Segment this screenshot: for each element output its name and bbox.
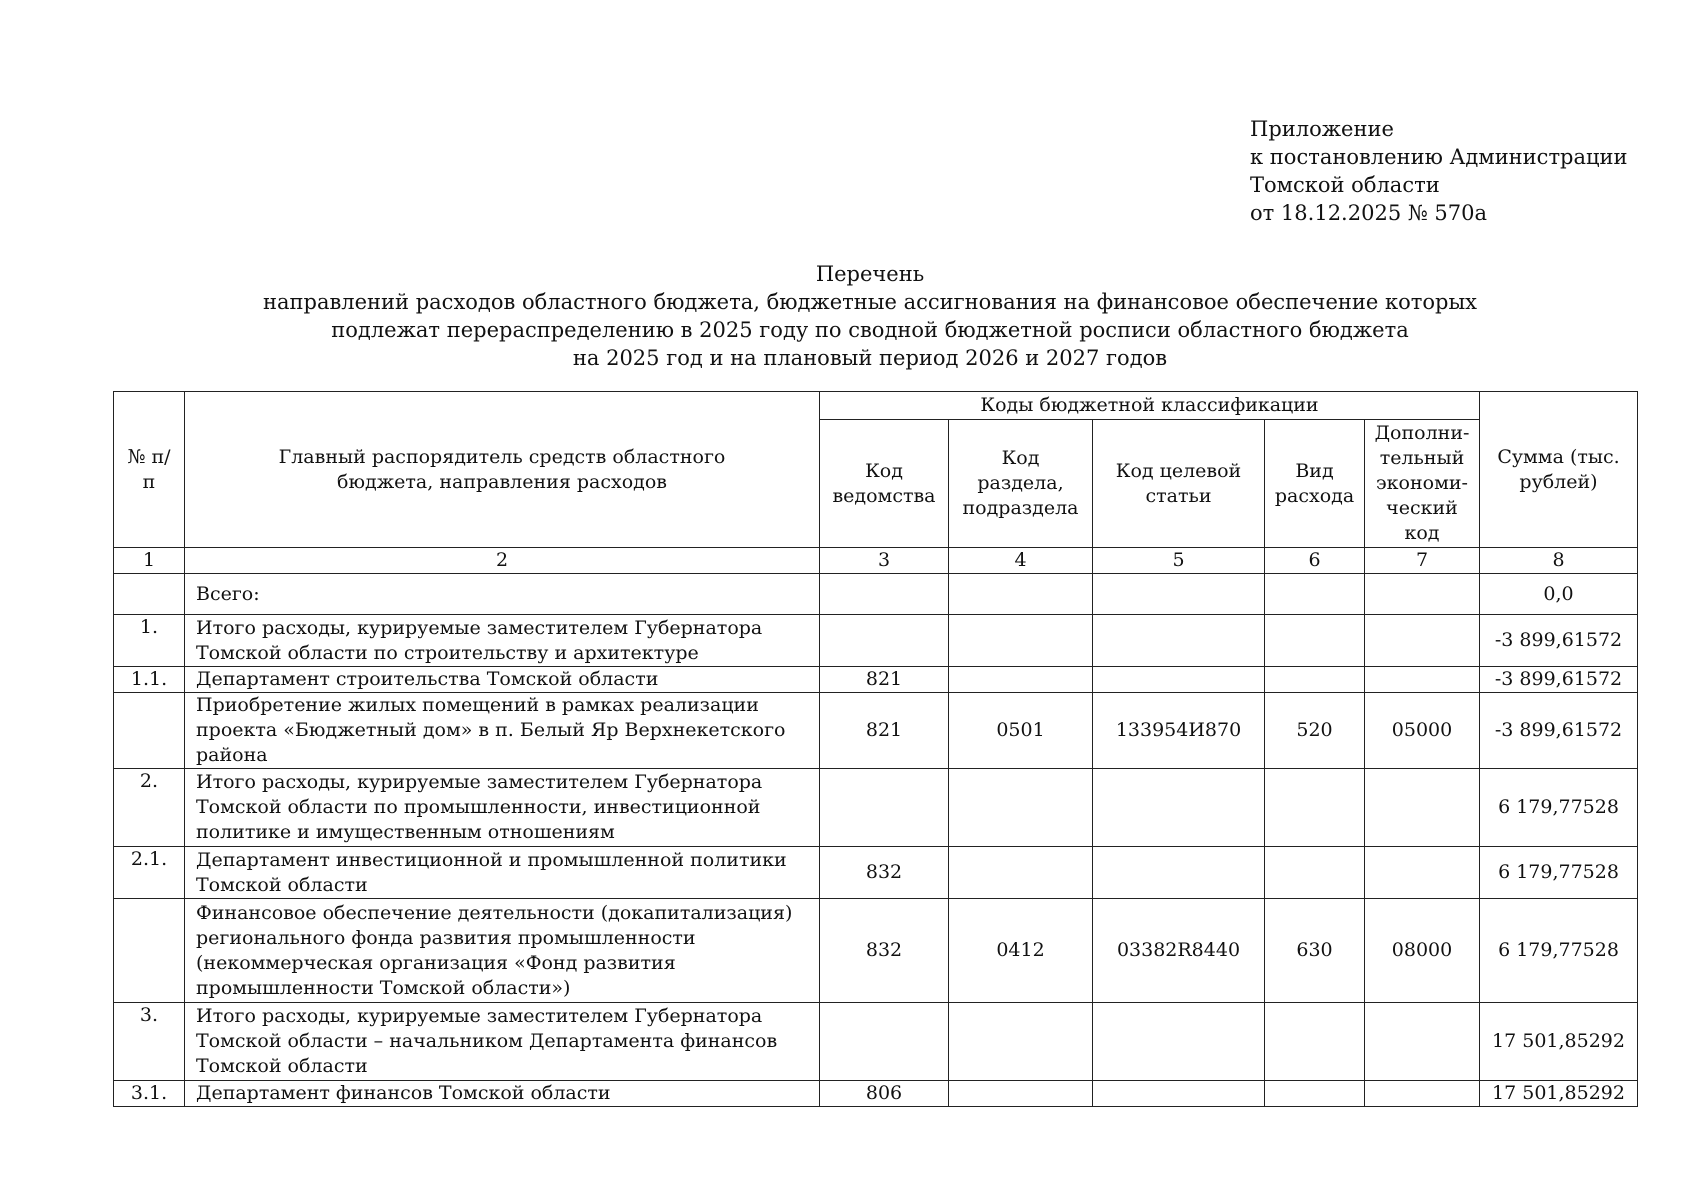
- row-dept-code: [820, 1003, 949, 1081]
- row-expense-type: [1265, 1081, 1365, 1107]
- row-target-code: [1093, 615, 1265, 667]
- row-name: Департамент строительства Томской области: [185, 667, 820, 693]
- column-number: 4: [949, 548, 1093, 574]
- appendix-line: от 18.12.2025 № 570а: [1250, 201, 1487, 225]
- row-target-code: [1093, 769, 1265, 847]
- row-extra-code: [1365, 667, 1480, 693]
- header-dept-code: Код ведомства: [820, 420, 949, 548]
- row-name: Финансовое обеспечение деятельности (докапитализация) регионального фонда развития промышленности (некоммерческая организация «Фонд развития промышленности Томской области»): [185, 899, 820, 1003]
- header-num: № п/п: [114, 392, 185, 548]
- row-section-code: [949, 615, 1093, 667]
- row-dept-code: [820, 769, 949, 847]
- row-extra-code: [1365, 1003, 1480, 1081]
- row-target-code: [1093, 1003, 1265, 1081]
- header-section-code: Код раздела, подраздела: [949, 420, 1093, 548]
- header-sum: Сумма (тыс. рублей): [1480, 392, 1638, 548]
- row-sum: 6 179,77528: [1480, 847, 1638, 899]
- header-extra-code: Дополни-тельный экономи-ческий код: [1365, 420, 1480, 548]
- row-sum: -3 899,61572: [1480, 667, 1638, 693]
- table-row: [114, 1003, 1638, 1081]
- row-target-code: [1093, 667, 1265, 693]
- header-name: Главный распорядитель средств областного бюджета, направления расходов: [185, 392, 820, 548]
- appendix-line: Приложение: [1250, 117, 1394, 141]
- row-num: [114, 574, 185, 615]
- table-row: [114, 1081, 1638, 1107]
- header-codes-group: Коды бюджетной классификации: [820, 392, 1480, 420]
- row-dept-code: [820, 615, 949, 667]
- row-extra-code: [1365, 615, 1480, 667]
- row-target-code: 133954И870: [1093, 693, 1265, 769]
- column-number: 5: [1093, 548, 1265, 574]
- row-num: 3.: [114, 1003, 185, 1081]
- row-num: 1.1.: [114, 667, 185, 693]
- row-name: Приобретение жилых помещений в рамках реализации проекта «Бюджетный дом» в п. Белый Яр Верхнекетского района: [185, 693, 820, 769]
- row-name: Департамент инвестиционной и промышленной политики Томской области: [185, 847, 820, 899]
- row-dept-code: 806: [820, 1081, 949, 1107]
- title-line: подлежат перераспределению в 2025 году по сводной бюджетной росписи областного бюджета: [331, 318, 1409, 342]
- row-sum: 6 179,77528: [1480, 769, 1638, 847]
- table-row: [114, 693, 1638, 769]
- row-extra-code: [1365, 1081, 1480, 1107]
- title-line: направлений расходов областного бюджета, бюджетные ассигнования на финансовое обеспечение которых: [262, 290, 1477, 314]
- appendix-line: Томской области: [1250, 173, 1440, 197]
- row-extra-code: 08000: [1365, 899, 1480, 1003]
- row-expense-type: [1265, 667, 1365, 693]
- appendix-block: [1250, 115, 1628, 227]
- row-expense-type: [1265, 615, 1365, 667]
- row-name: Всего:: [185, 574, 820, 615]
- header-expense-type: Вид расхода: [1265, 420, 1365, 548]
- row-num: [114, 899, 185, 1003]
- row-section-code: [949, 1081, 1093, 1107]
- row-extra-code: [1365, 847, 1480, 899]
- column-number: 1: [114, 548, 185, 574]
- row-dept-code: 832: [820, 899, 949, 1003]
- row-extra-code: [1365, 769, 1480, 847]
- row-section-code: 0412: [949, 899, 1093, 1003]
- table-row: [114, 847, 1638, 899]
- row-expense-type: [1265, 769, 1365, 847]
- table-row: [114, 667, 1638, 693]
- row-dept-code: 832: [820, 847, 949, 899]
- row-sum: 6 179,77528: [1480, 899, 1638, 1003]
- appendix-line: к постановлению Администрации: [1250, 145, 1628, 169]
- column-number: 3: [820, 548, 949, 574]
- row-section-code: [949, 667, 1093, 693]
- column-numbers-row: [114, 548, 1638, 574]
- column-number: 8: [1480, 548, 1638, 574]
- column-number: 6: [1265, 548, 1365, 574]
- row-sum: -3 899,61572: [1480, 615, 1638, 667]
- row-target-code: [1093, 1081, 1265, 1107]
- row-expense-type: [1265, 574, 1365, 615]
- row-name: Итого расходы, курируемые заместителем Губернатора Томской области по строительству и архитектуре: [185, 615, 820, 667]
- row-target-code: [1093, 847, 1265, 899]
- row-expense-type: [1265, 847, 1365, 899]
- title-line: Перечень: [815, 262, 925, 286]
- title-line: на 2025 год и на плановый период 2026 и 2027 годов: [572, 346, 1168, 370]
- row-num: 3.1.: [114, 1081, 185, 1107]
- row-dept-code: 821: [820, 693, 949, 769]
- row-num: 2.1.: [114, 847, 185, 899]
- row-num: 1.: [114, 615, 185, 667]
- column-number: 2: [185, 548, 820, 574]
- row-sum: 0,0: [1480, 574, 1638, 615]
- row-sum: 17 501,85292: [1480, 1003, 1638, 1081]
- row-extra-code: 05000: [1365, 693, 1480, 769]
- row-expense-type: 630: [1265, 899, 1365, 1003]
- table-row: [114, 769, 1638, 847]
- row-dept-code: 821: [820, 667, 949, 693]
- column-number: 7: [1365, 548, 1480, 574]
- header-row-top: [114, 392, 1638, 420]
- header-target-code: Код целевой статьи: [1093, 420, 1265, 548]
- budget-table: [113, 391, 1638, 1107]
- row-name: Итого расходы, курируемые заместителем Губернатора Томской области – начальником Департамента финансов Томской области: [185, 1003, 820, 1081]
- row-extra-code: [1365, 574, 1480, 615]
- row-section-code: [949, 574, 1093, 615]
- table-row: [114, 899, 1638, 1003]
- row-section-code: [949, 847, 1093, 899]
- row-dept-code: [820, 574, 949, 615]
- row-name: Департамент финансов Томской области: [185, 1081, 820, 1107]
- row-target-code: 03382R8440: [1093, 899, 1265, 1003]
- table-row: [114, 615, 1638, 667]
- row-section-code: [949, 769, 1093, 847]
- row-section-code: [949, 1003, 1093, 1081]
- row-section-code: 0501: [949, 693, 1093, 769]
- row-sum: -3 899,61572: [1480, 693, 1638, 769]
- table-row: [114, 574, 1638, 615]
- row-num: [114, 693, 185, 769]
- row-expense-type: [1265, 1003, 1365, 1081]
- document-title: [150, 260, 1590, 372]
- row-sum: 17 501,85292: [1480, 1081, 1638, 1107]
- row-expense-type: 520: [1265, 693, 1365, 769]
- row-name: Итого расходы, курируемые заместителем Губернатора Томской области по промышленности, инвестиционной политике и имущественным отношениям: [185, 769, 820, 847]
- row-target-code: [1093, 574, 1265, 615]
- row-num: 2.: [114, 769, 185, 847]
